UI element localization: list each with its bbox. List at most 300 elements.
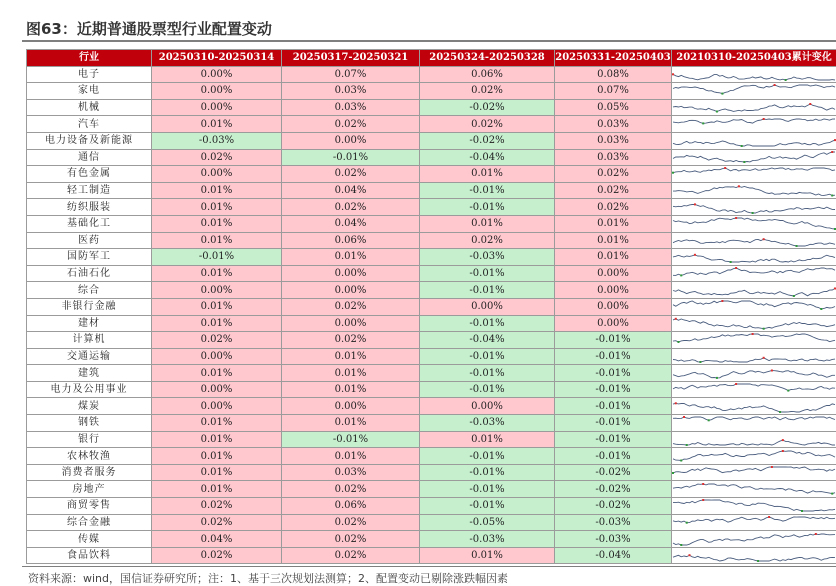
cumulative-sparkline	[672, 448, 836, 465]
industry-name: 建筑	[27, 365, 152, 382]
industry-name: 国防军工	[27, 249, 152, 266]
sparkline-max-marker	[688, 554, 690, 556]
sparkline-max-marker	[702, 499, 704, 501]
sparkline-max-marker	[702, 483, 704, 485]
allocation-change-cell: 0.00%	[152, 99, 282, 116]
sparkline-path	[673, 358, 835, 362]
allocation-change-cell: 0.00%	[152, 381, 282, 398]
allocation-change-cell: 0.01%	[152, 365, 282, 382]
sparkline-max-marker	[815, 533, 817, 535]
cumulative-sparkline	[672, 265, 836, 282]
allocation-change-cell: -0.03%	[555, 514, 672, 531]
allocation-change-cell: 0.03%	[282, 464, 420, 481]
sparkline-chart	[672, 283, 836, 298]
sparkline-min-marker	[741, 145, 743, 147]
table-row	[27, 531, 836, 548]
allocation-change-cell: 0.01%	[282, 365, 420, 382]
allocation-change-cell: 0.02%	[282, 298, 420, 315]
sparkline-path	[673, 484, 835, 494]
industry-name: 计算机	[27, 332, 152, 349]
sparkline-path	[673, 140, 835, 146]
sparkline-path	[673, 74, 835, 80]
table-row	[27, 282, 836, 299]
allocation-change-cell: 0.02%	[282, 116, 420, 133]
cumulative-sparkline	[672, 481, 836, 498]
table-row	[27, 547, 836, 564]
cumulative-sparkline	[672, 415, 836, 432]
table-row	[27, 66, 836, 83]
allocation-change-cell: -0.04%	[420, 149, 555, 166]
header-week-3: 20250324-20250328	[420, 50, 555, 67]
table-row	[27, 348, 836, 365]
sparkline-path	[673, 534, 835, 545]
industry-name: 综合	[27, 282, 152, 299]
cumulative-sparkline	[672, 199, 836, 216]
table-row	[27, 116, 836, 133]
sparkline-path	[673, 403, 835, 412]
allocation-change-cell: 0.02%	[282, 199, 420, 216]
sparkline-chart	[672, 166, 836, 181]
sparkline-min-marker	[702, 122, 704, 124]
table-header-row	[27, 50, 836, 67]
allocation-change-cell: 0.03%	[282, 83, 420, 100]
cumulative-sparkline	[672, 547, 836, 564]
cumulative-sparkline	[672, 531, 836, 548]
sparkline-path	[673, 517, 835, 523]
cumulative-sparkline	[672, 365, 836, 382]
allocation-change-cell: -0.02%	[420, 99, 555, 116]
cumulative-sparkline	[672, 116, 836, 133]
allocation-change-cell: -0.03%	[420, 531, 555, 548]
sparkline-path	[673, 239, 835, 246]
allocation-change-cell: 0.01%	[152, 415, 282, 432]
header-week-2: 20250317-20250321	[282, 50, 420, 67]
allocation-change-cell: -0.01%	[420, 365, 555, 382]
allocation-change-cell: 0.04%	[152, 531, 282, 548]
allocation-change-cell: 0.02%	[282, 547, 420, 564]
sparkline-min-marker	[785, 79, 787, 81]
allocation-change-cell: 0.00%	[282, 132, 420, 149]
sparkline-chart	[672, 266, 836, 281]
allocation-change-cell: 0.08%	[555, 66, 672, 83]
sparkline-max-marker	[694, 254, 696, 256]
table-row	[27, 448, 836, 465]
industry-name: 交通运输	[27, 348, 152, 365]
allocation-change-cell: 0.02%	[420, 232, 555, 249]
allocation-change-cell: 0.07%	[555, 83, 672, 100]
allocation-change-cell: -0.04%	[555, 547, 672, 564]
allocation-change-cell: -0.01%	[555, 415, 672, 432]
header-week-4: 20250331-20250403	[555, 50, 672, 67]
allocation-change-cell: 0.01%	[152, 464, 282, 481]
allocation-change-cell: 0.00%	[152, 66, 282, 83]
allocation-change-cell: 0.00%	[152, 166, 282, 183]
sparkline-path	[673, 119, 835, 123]
industry-name: 消费者服务	[27, 464, 152, 481]
industry-allocation-table	[26, 49, 836, 564]
sparkline-path	[673, 218, 835, 229]
table-row	[27, 232, 836, 249]
sparkline-min-marker	[831, 195, 833, 197]
allocation-change-cell: -0.01%	[420, 448, 555, 465]
sparkline-chart	[672, 83, 836, 98]
sparkline-path	[673, 451, 835, 461]
allocation-change-cell: -0.01%	[555, 398, 672, 415]
sparkline-max-marker	[774, 84, 776, 86]
sparkline-min-marker	[793, 295, 795, 297]
sparkline-chart	[672, 332, 836, 347]
allocation-change-cell: -0.02%	[555, 481, 672, 498]
cumulative-sparkline	[672, 514, 836, 531]
sparkline-max-marker	[721, 300, 723, 302]
sparkline-path	[673, 467, 835, 473]
allocation-change-cell: 0.01%	[152, 448, 282, 465]
sparkline-chart	[672, 532, 836, 547]
sparkline-max-marker	[672, 73, 674, 75]
allocation-change-cell: -0.01%	[282, 431, 420, 448]
allocation-change-cell: 0.05%	[555, 99, 672, 116]
allocation-change-cell: 0.00%	[282, 282, 420, 299]
allocation-change-cell: 0.02%	[282, 332, 420, 349]
sparkline-chart	[672, 449, 836, 464]
allocation-change-cell: 0.00%	[152, 398, 282, 415]
allocation-change-cell: 0.02%	[282, 531, 420, 548]
industry-name: 家电	[27, 83, 152, 100]
sparkline-path	[673, 104, 835, 112]
sparkline-max-marker	[763, 357, 765, 359]
sparkline-chart	[672, 150, 836, 165]
table-row	[27, 166, 836, 183]
allocation-change-cell: 0.03%	[555, 149, 672, 166]
allocation-change-cell: -0.01%	[555, 365, 672, 382]
sparkline-path	[673, 334, 835, 342]
allocation-change-cell: 0.06%	[282, 232, 420, 249]
sparkline-chart	[672, 515, 836, 530]
table-row	[27, 332, 836, 349]
sparkline-path	[673, 186, 835, 195]
cumulative-sparkline	[672, 381, 836, 398]
footer-divider	[22, 566, 836, 567]
table-row	[27, 249, 836, 266]
table-row	[27, 182, 836, 199]
industry-name: 电力设备及新能源	[27, 132, 152, 149]
allocation-change-cell: 0.02%	[152, 547, 282, 564]
industry-name: 有色金属	[27, 166, 152, 183]
cumulative-sparkline	[672, 83, 836, 100]
industry-name: 石油石化	[27, 265, 152, 282]
allocation-change-cell: 0.01%	[282, 249, 420, 266]
allocation-change-cell: 0.02%	[420, 83, 555, 100]
allocation-change-cell: -0.02%	[420, 132, 555, 149]
industry-name: 基础化工	[27, 215, 152, 232]
allocation-change-cell: 0.02%	[420, 116, 555, 133]
sparkline-max-marker	[752, 333, 754, 335]
cumulative-sparkline	[672, 99, 836, 116]
cumulative-sparkline	[672, 332, 836, 349]
table-row	[27, 514, 836, 531]
allocation-change-cell: 0.00%	[152, 348, 282, 365]
allocation-change-cell: 0.01%	[555, 249, 672, 266]
sparkline-min-marker	[831, 492, 833, 494]
sparkline-chart	[672, 498, 836, 513]
header-industry: 行业	[27, 50, 152, 67]
table-row	[27, 215, 836, 232]
sparkline-max-marker	[675, 318, 677, 320]
allocation-change-cell: 0.07%	[282, 66, 420, 83]
sparkline-min-marker	[787, 390, 789, 392]
industry-name: 医药	[27, 232, 152, 249]
sparkline-path	[673, 500, 835, 511]
cumulative-sparkline	[672, 431, 836, 448]
header-cumulative: 20210310-20250403累计变化	[672, 50, 836, 67]
sparkline-max-marker	[675, 402, 677, 404]
sparkline-chart	[672, 117, 836, 132]
industry-name: 纺织服装	[27, 199, 152, 216]
sparkline-min-marker	[757, 560, 759, 562]
industry-name: 商贸零售	[27, 498, 152, 515]
page-title: 图63：近期普通股票型行业配置变动	[26, 18, 272, 39]
allocation-change-cell: 0.01%	[555, 232, 672, 249]
allocation-change-cell: -0.01%	[282, 149, 420, 166]
allocation-change-cell: 0.02%	[555, 182, 672, 199]
table-row	[27, 199, 836, 216]
industry-name: 农林牧渔	[27, 448, 152, 465]
header-week-1: 20250310-20250314	[152, 50, 282, 67]
allocation-change-cell: 0.01%	[420, 166, 555, 183]
sparkline-chart	[672, 366, 836, 381]
sparkline-path	[673, 288, 835, 296]
sparkline-chart	[672, 133, 836, 148]
sparkline-chart	[672, 465, 836, 480]
allocation-change-cell: 0.00%	[152, 83, 282, 100]
sparkline-chart	[672, 216, 836, 231]
industry-name: 建材	[27, 315, 152, 332]
cumulative-sparkline	[672, 315, 836, 332]
sparkline-path	[673, 301, 835, 309]
allocation-change-cell: 0.00%	[282, 265, 420, 282]
allocation-change-cell: -0.01%	[420, 282, 555, 299]
sparkline-min-marker	[820, 308, 822, 310]
allocation-change-cell: -0.05%	[420, 514, 555, 531]
sparkline-min-marker	[716, 376, 718, 378]
allocation-change-cell: 0.03%	[555, 116, 672, 133]
table-row	[27, 464, 836, 481]
allocation-change-cell: 0.01%	[152, 265, 282, 282]
allocation-change-cell: 0.01%	[420, 431, 555, 448]
allocation-change-cell: 0.00%	[282, 315, 420, 332]
cumulative-sparkline	[672, 348, 836, 365]
sparkline-max-marker	[831, 151, 833, 153]
allocation-change-cell: -0.01%	[555, 431, 672, 448]
allocation-change-cell: 0.00%	[152, 282, 282, 299]
sparkline-max-marker	[782, 450, 784, 452]
sparkline-path	[673, 555, 835, 561]
sparkline-path	[673, 255, 835, 262]
sparkline-min-marker	[743, 161, 745, 163]
sparkline-chart	[672, 316, 836, 331]
allocation-change-cell: 0.02%	[282, 166, 420, 183]
table-row	[27, 381, 836, 398]
sparkline-chart	[672, 200, 836, 215]
cumulative-sparkline	[672, 66, 836, 83]
allocation-change-cell: -0.01%	[420, 348, 555, 365]
allocation-change-cell: 0.02%	[282, 481, 420, 498]
allocation-change-cell: 0.06%	[420, 66, 555, 83]
industry-name: 传媒	[27, 531, 152, 548]
allocation-change-cell: 0.00%	[555, 315, 672, 332]
allocation-change-cell: -0.01%	[555, 381, 672, 398]
sparkline-min-marker	[801, 510, 803, 512]
cumulative-sparkline	[672, 498, 836, 515]
allocation-change-cell: 0.01%	[282, 381, 420, 398]
allocation-change-cell: -0.02%	[555, 464, 672, 481]
allocation-change-cell: 0.01%	[282, 415, 420, 432]
sparkline-path	[673, 370, 835, 377]
sparkline-min-marker	[672, 172, 674, 174]
allocation-change-cell: 0.01%	[152, 182, 282, 199]
allocation-change-cell: -0.01%	[420, 498, 555, 515]
allocation-change-cell: 0.03%	[282, 99, 420, 116]
allocation-change-cell: 0.02%	[152, 149, 282, 166]
sparkline-min-marker	[721, 93, 723, 95]
sparkline-min-marker	[686, 522, 688, 524]
table-row	[27, 365, 836, 382]
sparkline-min-marker	[796, 245, 798, 247]
table-body	[27, 66, 836, 564]
allocation-change-cell: 0.04%	[282, 182, 420, 199]
sparkline-min-marker	[752, 212, 754, 214]
allocation-change-cell: -0.03%	[152, 132, 282, 149]
allocation-change-cell: 0.01%	[152, 215, 282, 232]
industry-name: 银行	[27, 431, 152, 448]
allocation-change-cell: -0.03%	[420, 249, 555, 266]
allocation-change-cell: -0.04%	[420, 332, 555, 349]
sparkline-min-marker	[680, 459, 682, 461]
sparkline-path	[673, 319, 835, 329]
sparkline-min-marker	[730, 261, 732, 263]
allocation-change-cell: 0.02%	[152, 514, 282, 531]
sparkline-chart	[672, 67, 836, 82]
sparkline-max-marker	[763, 238, 765, 240]
table-row	[27, 298, 836, 315]
allocation-change-cell: 0.01%	[282, 348, 420, 365]
allocation-change-cell: 0.00%	[420, 398, 555, 415]
allocation-change-cell: 0.02%	[152, 498, 282, 515]
industry-name: 电力及公用事业	[27, 381, 152, 398]
sparkline-max-marker	[683, 416, 685, 418]
sparkline-path	[673, 384, 835, 391]
industry-name: 轻工制造	[27, 182, 152, 199]
sparkline-min-marker	[699, 361, 701, 363]
sparkline-chart	[672, 100, 836, 115]
cumulative-sparkline	[672, 464, 836, 481]
allocation-change-cell: -0.01%	[420, 381, 555, 398]
cumulative-sparkline	[672, 182, 836, 199]
sparkline-min-marker	[677, 341, 679, 343]
sparkline-path	[673, 85, 835, 94]
allocation-change-cell: -0.01%	[420, 315, 555, 332]
industry-name: 钢铁	[27, 415, 152, 432]
allocation-change-cell: -0.01%	[420, 182, 555, 199]
allocation-change-cell: -0.03%	[420, 415, 555, 432]
cumulative-sparkline	[672, 282, 836, 299]
table-row	[27, 415, 836, 432]
sparkline-max-marker	[763, 118, 765, 120]
sparkline-min-marker	[716, 111, 718, 113]
table-row	[27, 398, 836, 415]
allocation-change-cell: 0.04%	[282, 215, 420, 232]
sparkline-max-marker	[735, 267, 737, 269]
sparkline-chart	[672, 482, 836, 497]
industry-name: 房地产	[27, 481, 152, 498]
sparkline-min-marker	[779, 411, 781, 413]
source-note: 资料来源：wind，国信证券研究所；注：1、基于三次规划法测算；2、配置变动已剔除涨跌幅因素	[28, 570, 508, 586]
industry-name: 机械	[27, 99, 152, 116]
sparkline-min-marker	[708, 420, 710, 422]
sparkline-min-marker	[763, 327, 765, 329]
sparkline-max-marker	[724, 167, 726, 169]
allocation-change-cell: 0.01%	[152, 431, 282, 448]
table-row	[27, 99, 836, 116]
cumulative-sparkline	[672, 298, 836, 315]
table-row	[27, 498, 836, 515]
allocation-change-cell: 0.01%	[152, 481, 282, 498]
allocation-change-cell: 0.00%	[555, 282, 672, 299]
allocation-change-cell: 0.01%	[152, 315, 282, 332]
sparkline-path	[673, 152, 835, 162]
sparkline-chart	[672, 399, 836, 414]
allocation-change-cell: 0.00%	[555, 298, 672, 315]
table-row	[27, 431, 836, 448]
allocation-change-cell: -0.01%	[555, 332, 672, 349]
allocation-change-cell: 0.02%	[152, 332, 282, 349]
allocation-change-cell: -0.01%	[420, 265, 555, 282]
sparkline-max-marker	[782, 439, 784, 441]
industry-name: 非银行金融	[27, 298, 152, 315]
sparkline-path	[673, 204, 835, 213]
industry-name: 电子	[27, 66, 152, 83]
allocation-change-cell: 0.02%	[282, 514, 420, 531]
sparkline-chart	[672, 233, 836, 248]
sparkline-chart	[672, 349, 836, 364]
sparkline-max-marker	[735, 383, 737, 385]
industry-name: 综合金融	[27, 514, 152, 531]
sparkline-chart	[672, 432, 836, 447]
cumulative-sparkline	[672, 215, 836, 232]
table-row	[27, 315, 836, 332]
title-divider	[22, 40, 836, 42]
allocation-change-cell: -0.03%	[555, 531, 672, 548]
allocation-change-cell: -0.01%	[152, 249, 282, 266]
allocation-change-cell: 0.01%	[555, 215, 672, 232]
cumulative-sparkline	[672, 149, 836, 166]
sparkline-path	[673, 417, 835, 420]
industry-name: 通信	[27, 149, 152, 166]
sparkline-chart	[672, 249, 836, 264]
sparkline-path	[673, 440, 835, 445]
sparkline-max-marker	[809, 103, 811, 105]
sparkline-max-marker	[771, 466, 773, 468]
sparkline-max-marker	[694, 203, 696, 205]
sparkline-min-marker	[672, 472, 674, 474]
table-row	[27, 132, 836, 149]
sparkline-chart	[672, 183, 836, 198]
allocation-change-cell: 0.01%	[420, 547, 555, 564]
sparkline-min-marker	[686, 444, 688, 446]
sparkline-min-marker	[680, 274, 682, 276]
allocation-change-cell: -0.01%	[420, 199, 555, 216]
allocation-change-cell: 0.06%	[282, 498, 420, 515]
